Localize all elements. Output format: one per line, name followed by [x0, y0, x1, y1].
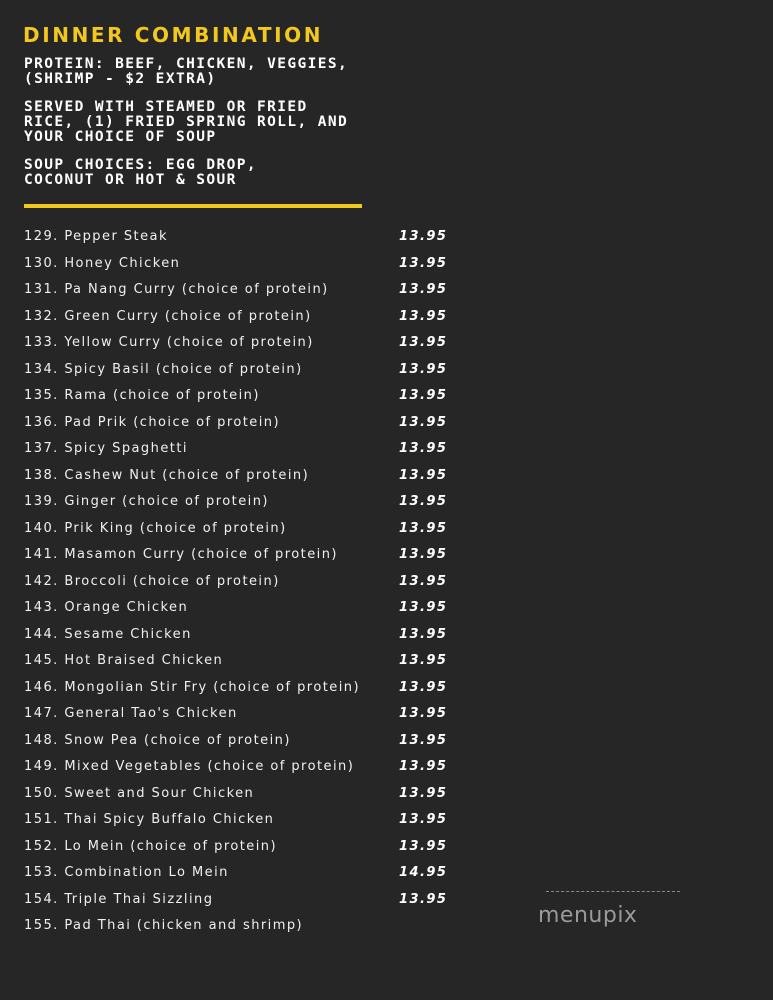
menu-item-price: 13.95	[399, 255, 448, 271]
menu-item-name: 151. Thai Spicy Buffalo Chicken	[24, 812, 275, 827]
menu-item	[24, 624, 464, 651]
menu-item	[24, 915, 464, 942]
menu-item	[24, 677, 464, 704]
menu-item-price: 13.95	[399, 600, 448, 615]
menu-item-name: 141. Masamon Curry (choice of protein)	[24, 547, 338, 562]
header-divider	[24, 204, 362, 208]
menu-item-price: 13.95	[399, 467, 448, 483]
menu-item-name: 134. Spicy Basil (choice of protein)	[24, 361, 303, 377]
menu-item-name: 150. Sweet and Sour Chicken	[24, 785, 255, 801]
menu-item	[24, 226, 464, 253]
menu-item-price: 13.95	[399, 626, 448, 642]
menu-item-price: 13.95	[399, 573, 448, 589]
menu-item-name: 133. Yellow Curry (choice of protein)	[24, 335, 314, 350]
menu-item-name: 129. Pepper Steak	[24, 229, 168, 244]
menu-item-name: 154. Triple Thai Sizzling	[24, 891, 214, 907]
menu-item	[24, 730, 464, 757]
menu-item-price: 13.95	[399, 282, 448, 297]
menu-item	[24, 385, 464, 412]
menu-item-price: 13.95	[399, 653, 448, 668]
menu-item-name: 155. Pad Thai (chicken and shrimp)	[24, 918, 304, 933]
menu-item-price: 13.95	[399, 361, 448, 377]
menu-item	[24, 783, 464, 810]
menu-item-price: 13.95	[399, 812, 448, 827]
soup-choices-note: SOUP CHOICES: EGG DROP, COCONUT OR HOT & SOUR	[24, 157, 257, 188]
menu-item-price: 13.95	[399, 891, 448, 907]
menu-item	[24, 518, 464, 545]
menu-item	[24, 491, 464, 518]
served-with-note: SERVED WITH STEAMED OR FRIED RICE, (1) FRIED SPRING ROLL, AND YOUR CHOICE OF SOUP	[24, 99, 349, 145]
menu-item-name: 144. Sesame Chicken	[24, 626, 192, 642]
menu-item-name: 147. General Tao's Chicken	[24, 706, 238, 721]
menu-item-name: 149. Mixed Vegetables (choice of protein)	[24, 759, 355, 774]
menu-item	[24, 359, 464, 386]
menu-item	[24, 306, 464, 333]
menu-item-price: 13.95	[399, 838, 448, 854]
menu-item-name: 142. Broccoli (choice of protein)	[24, 573, 280, 589]
menu-item	[24, 703, 464, 730]
menu-list	[24, 226, 464, 942]
menu-item-name: 131. Pa Nang Curry (choice of protein)	[24, 282, 329, 297]
menu-item-price: 13.95	[399, 520, 448, 536]
menu-item-name: 152. Lo Mein (choice of protein)	[24, 838, 278, 854]
menu-item-price: 13.95	[399, 679, 448, 695]
combination-notes	[24, 57, 404, 201]
menu-item-name: 153. Combination Lo Mein	[24, 865, 229, 880]
menu-item	[24, 836, 464, 863]
menu-item	[24, 809, 464, 836]
menu-item-name: 135. Rama (choice of protein)	[24, 388, 260, 403]
menu-item-price: 13.95	[399, 547, 448, 562]
menu-item	[24, 889, 464, 916]
menu-item-price: 13.95	[399, 335, 448, 350]
menu-item	[24, 332, 464, 359]
menu-item-price: 13.95	[399, 229, 448, 244]
menu-item	[24, 650, 464, 677]
menu-item-price: 13.95	[399, 388, 448, 403]
menu-item-name: 140. Prik King (choice of protein)	[24, 520, 287, 536]
menu-item-name: 136. Pad Prik (choice of protein)	[24, 414, 281, 430]
menu-item-name: 146. Mongolian Stir Fry (choice of protein)	[24, 679, 360, 695]
menu-item-name: 145. Hot Braised Chicken	[24, 653, 224, 668]
menu-item-price: 13.95	[399, 441, 448, 456]
menu-item	[24, 756, 464, 783]
menu-item-price: 13.95	[399, 785, 448, 801]
menu-item-name: 132. Green Curry (choice of protein)	[24, 308, 312, 324]
watermark-logo-text: menupix	[538, 903, 638, 928]
menu-item-name: 138. Cashew Nut (choice of protein)	[24, 467, 310, 483]
menu-item-name: 143. Orange Chicken	[24, 600, 189, 615]
menu-item	[24, 438, 464, 465]
menu-item-price: 13.95	[399, 414, 448, 430]
menu-item	[24, 544, 464, 571]
page-title: DINNER COMBINATION	[23, 23, 324, 47]
menu-item-price: 14.95	[399, 865, 448, 880]
menu-item-price: 13.95	[399, 706, 448, 721]
menu-item	[24, 279, 464, 306]
menu-item-price: 13.95	[399, 732, 448, 748]
menu-item	[24, 862, 464, 889]
watermark-dashed-line	[546, 891, 680, 892]
menu-item	[24, 412, 464, 439]
menu-item-name: 137. Spicy Spaghetti	[24, 441, 188, 456]
menu-item-price: 13.95	[399, 308, 448, 324]
menu-item-price: 13.95	[399, 759, 448, 774]
menu-item	[24, 571, 464, 598]
menu-item	[24, 465, 464, 492]
menu-item-name: 139. Ginger (choice of protein)	[24, 494, 269, 509]
menupix-watermark	[532, 885, 694, 950]
menu-item	[24, 253, 464, 280]
menu-item-name: 148. Snow Pea (choice of protein)	[24, 732, 291, 748]
protein-note: PROTEIN: BEEF, CHICKEN, VEGGIES, (SHRIMP - $2 EXTRA)	[24, 56, 349, 87]
menu-item	[24, 597, 464, 624]
menu-item-name: 130. Honey Chicken	[24, 255, 181, 271]
menu-item-price: 13.95	[399, 494, 448, 509]
